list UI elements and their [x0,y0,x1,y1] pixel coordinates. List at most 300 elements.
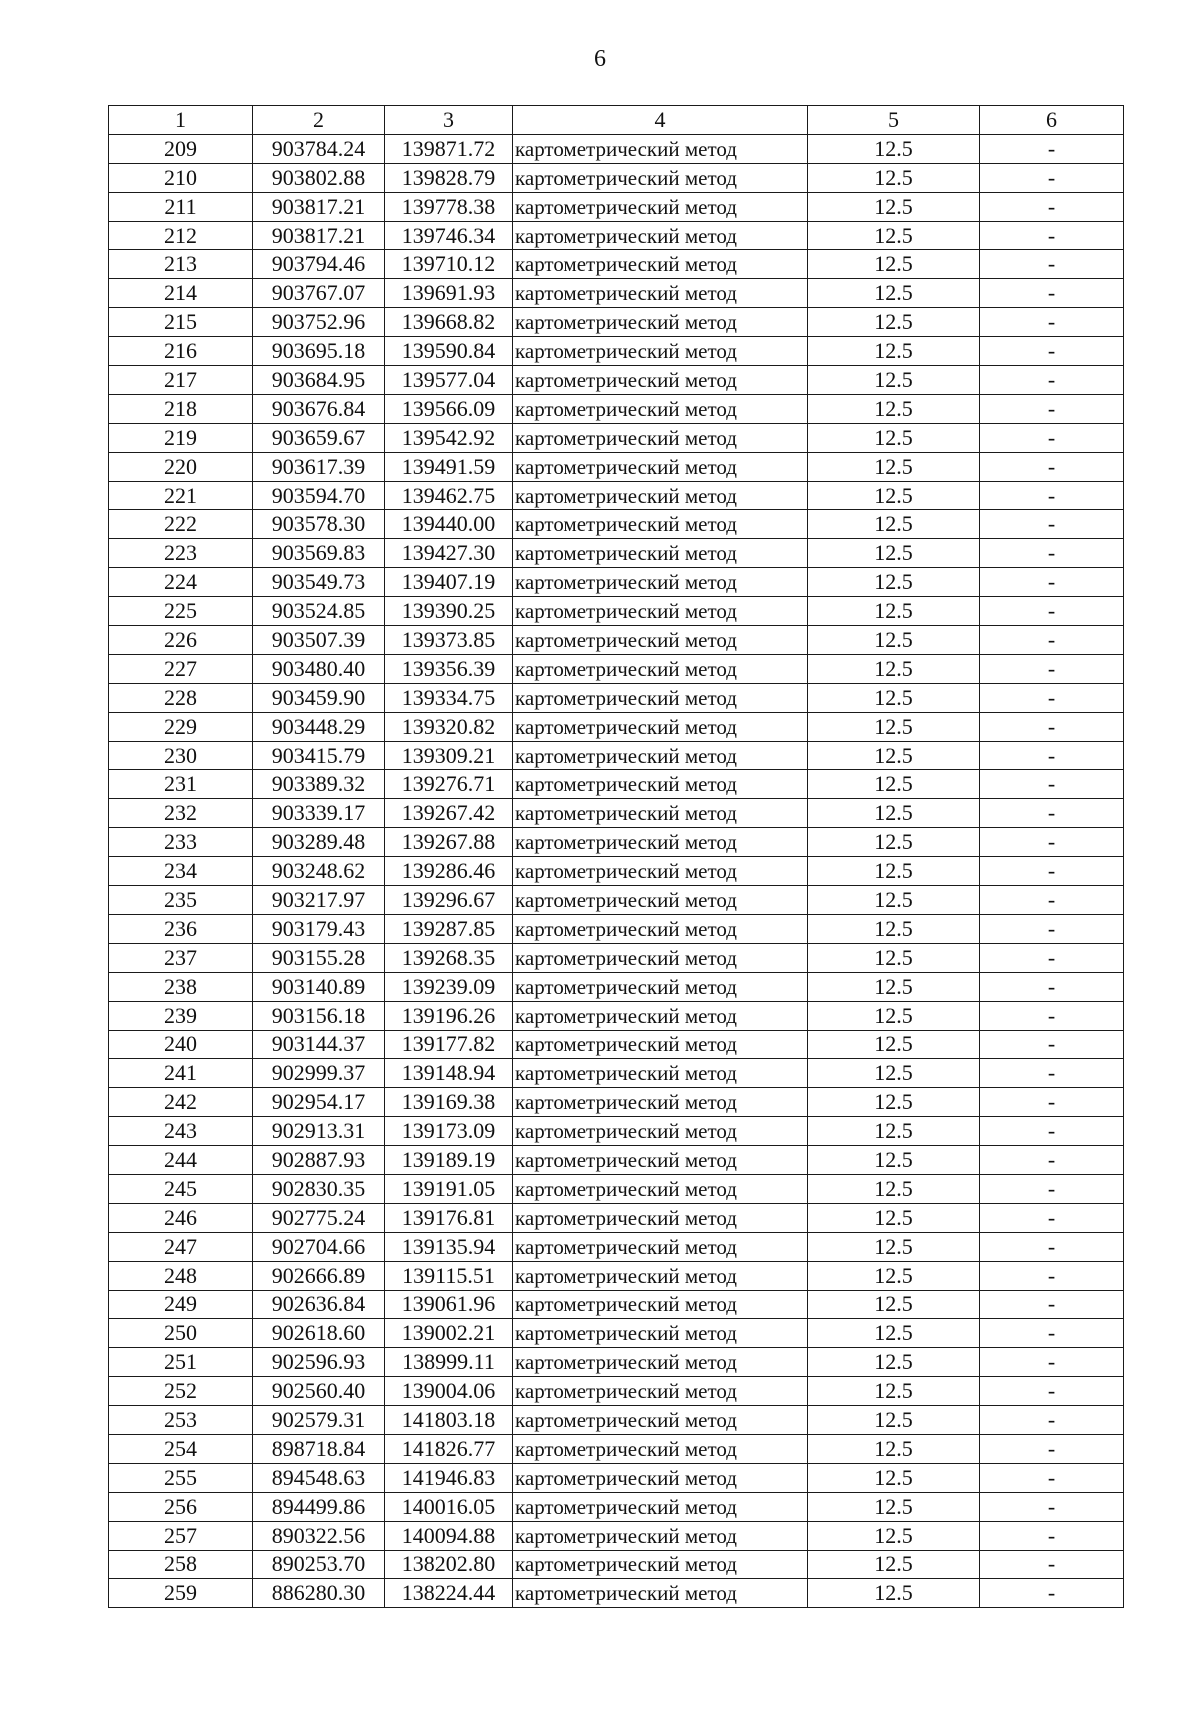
y-coordinate-cell: 139286.46 [385,857,513,886]
method-cell: картометрический метод [513,134,808,163]
x-coordinate-cell: 903156.18 [253,1001,385,1030]
table-row [109,250,1124,279]
table-row [109,337,1124,366]
method-cell: картометрический метод [513,1492,808,1521]
column-header: 6 [980,106,1124,135]
note-cell: - [980,221,1124,250]
table-row [109,1406,1124,1435]
accuracy-cell: 12.5 [808,510,980,539]
x-coordinate-cell: 894548.63 [253,1463,385,1492]
table-row [109,857,1124,886]
note-cell: - [980,481,1124,510]
y-coordinate-cell: 139566.09 [385,394,513,423]
y-coordinate-cell: 139191.05 [385,1174,513,1203]
y-coordinate-cell: 139276.71 [385,770,513,799]
accuracy-cell: 12.5 [808,1203,980,1232]
method-cell: картометрический метод [513,1319,808,1348]
y-coordinate-cell: 138999.11 [385,1348,513,1377]
point-number-cell: 244 [109,1146,253,1175]
note-cell: - [980,683,1124,712]
y-coordinate-cell: 139828.79 [385,163,513,192]
x-coordinate-cell: 903549.73 [253,568,385,597]
method-cell: картометрический метод [513,654,808,683]
point-number-cell: 227 [109,654,253,683]
accuracy-cell: 12.5 [808,481,980,510]
note-cell: - [980,1232,1124,1261]
note-cell: - [980,1059,1124,1088]
y-coordinate-cell: 139169.38 [385,1088,513,1117]
table-row [109,1290,1124,1319]
accuracy-cell: 12.5 [808,770,980,799]
accuracy-cell: 12.5 [808,1001,980,1030]
table-row [109,192,1124,221]
note-cell: - [980,366,1124,395]
y-coordinate-cell: 139176.81 [385,1203,513,1232]
accuracy-cell: 12.5 [808,308,980,337]
point-number-cell: 259 [109,1579,253,1608]
table-row [109,1030,1124,1059]
accuracy-cell: 12.5 [808,1550,980,1579]
y-coordinate-cell: 140016.05 [385,1492,513,1521]
method-cell: картометрический метод [513,221,808,250]
accuracy-cell: 12.5 [808,1319,980,1348]
accuracy-cell: 12.5 [808,1030,980,1059]
method-cell: картометрический метод [513,1117,808,1146]
column-header: 5 [808,106,980,135]
method-cell: картометрический метод [513,510,808,539]
point-number-cell: 228 [109,683,253,712]
y-coordinate-cell: 139778.38 [385,192,513,221]
accuracy-cell: 12.5 [808,857,980,886]
note-cell: - [980,1492,1124,1521]
point-number-cell: 222 [109,510,253,539]
point-number-cell: 245 [109,1174,253,1203]
x-coordinate-cell: 903569.83 [253,539,385,568]
y-coordinate-cell: 139691.93 [385,279,513,308]
x-coordinate-cell: 898718.84 [253,1434,385,1463]
table-row [109,799,1124,828]
coordinates-table [108,105,1124,1608]
table-row [109,1117,1124,1146]
point-number-cell: 214 [109,279,253,308]
point-number-cell: 243 [109,1117,253,1146]
x-coordinate-cell: 902887.93 [253,1146,385,1175]
y-coordinate-cell: 139268.35 [385,943,513,972]
note-cell: - [980,163,1124,192]
point-number-cell: 220 [109,452,253,481]
method-cell: картометрический метод [513,423,808,452]
method-cell: картометрический метод [513,1088,808,1117]
note-cell: - [980,943,1124,972]
y-coordinate-cell: 139287.85 [385,914,513,943]
column-header: 4 [513,106,808,135]
note-cell: - [980,597,1124,626]
point-number-cell: 210 [109,163,253,192]
accuracy-cell: 12.5 [808,799,980,828]
point-number-cell: 226 [109,626,253,655]
method-cell: картометрический метод [513,1579,808,1608]
accuracy-cell: 12.5 [808,452,980,481]
point-number-cell: 215 [109,308,253,337]
table-row [109,279,1124,308]
point-number-cell: 253 [109,1406,253,1435]
point-number-cell: 219 [109,423,253,452]
point-number-cell: 230 [109,741,253,770]
header-row [109,106,1124,135]
table-row [109,539,1124,568]
accuracy-cell: 12.5 [808,221,980,250]
point-number-cell: 240 [109,1030,253,1059]
accuracy-cell: 12.5 [808,886,980,915]
accuracy-cell: 12.5 [808,1463,980,1492]
y-coordinate-cell: 139440.00 [385,510,513,539]
accuracy-cell: 12.5 [808,654,980,683]
x-coordinate-cell: 903578.30 [253,510,385,539]
y-coordinate-cell: 139177.82 [385,1030,513,1059]
note-cell: - [980,1001,1124,1030]
x-coordinate-cell: 902579.31 [253,1406,385,1435]
method-cell: картометрический метод [513,1348,808,1377]
x-coordinate-cell: 886280.30 [253,1579,385,1608]
point-number-cell: 238 [109,972,253,1001]
accuracy-cell: 12.5 [808,1261,980,1290]
x-coordinate-cell: 902596.93 [253,1348,385,1377]
x-coordinate-cell: 902999.37 [253,1059,385,1088]
accuracy-cell: 12.5 [808,1492,980,1521]
x-coordinate-cell: 894499.86 [253,1492,385,1521]
table-row [109,770,1124,799]
y-coordinate-cell: 139320.82 [385,712,513,741]
note-cell: - [980,308,1124,337]
note-cell: - [980,539,1124,568]
point-number-cell: 211 [109,192,253,221]
note-cell: - [980,799,1124,828]
table-row [109,1232,1124,1261]
x-coordinate-cell: 903389.32 [253,770,385,799]
table-row [109,1001,1124,1030]
y-coordinate-cell: 139002.21 [385,1319,513,1348]
x-coordinate-cell: 903217.97 [253,886,385,915]
table-row [109,712,1124,741]
method-cell: картометрический метод [513,568,808,597]
method-cell: картометрический метод [513,741,808,770]
note-cell: - [980,828,1124,857]
table-row [109,1319,1124,1348]
method-cell: картометрический метод [513,481,808,510]
table-row [109,1550,1124,1579]
table-row [109,221,1124,250]
point-number-cell: 232 [109,799,253,828]
note-cell: - [980,1521,1124,1550]
point-number-cell: 236 [109,914,253,943]
note-cell: - [980,510,1124,539]
table-row [109,394,1124,423]
x-coordinate-cell: 903594.70 [253,481,385,510]
method-cell: картометрический метод [513,1030,808,1059]
x-coordinate-cell: 903695.18 [253,337,385,366]
y-coordinate-cell: 139407.19 [385,568,513,597]
point-number-cell: 231 [109,770,253,799]
point-number-cell: 213 [109,250,253,279]
table-body [109,134,1124,1607]
point-number-cell: 249 [109,1290,253,1319]
table-row [109,1146,1124,1175]
accuracy-cell: 12.5 [808,192,980,221]
note-cell: - [980,337,1124,366]
y-coordinate-cell: 138224.44 [385,1579,513,1608]
table-row [109,741,1124,770]
x-coordinate-cell: 902954.17 [253,1088,385,1117]
y-coordinate-cell: 139115.51 [385,1261,513,1290]
y-coordinate-cell: 141946.83 [385,1463,513,1492]
point-number-cell: 221 [109,481,253,510]
accuracy-cell: 12.5 [808,943,980,972]
y-coordinate-cell: 141803.18 [385,1406,513,1435]
y-coordinate-cell: 139491.59 [385,452,513,481]
accuracy-cell: 12.5 [808,1348,980,1377]
accuracy-cell: 12.5 [808,1521,980,1550]
y-coordinate-cell: 139871.72 [385,134,513,163]
y-coordinate-cell: 139668.82 [385,308,513,337]
note-cell: - [980,1261,1124,1290]
method-cell: картометрический метод [513,1550,808,1579]
note-cell: - [980,1174,1124,1203]
note-cell: - [980,1550,1124,1579]
table-row [109,1261,1124,1290]
table-row [109,163,1124,192]
x-coordinate-cell: 902913.31 [253,1117,385,1146]
accuracy-cell: 12.5 [808,134,980,163]
accuracy-cell: 12.5 [808,1579,980,1608]
note-cell: - [980,654,1124,683]
accuracy-cell: 12.5 [808,279,980,308]
table-row [109,972,1124,1001]
x-coordinate-cell: 903659.67 [253,423,385,452]
y-coordinate-cell: 139390.25 [385,597,513,626]
y-coordinate-cell: 139462.75 [385,481,513,510]
accuracy-cell: 12.5 [808,972,980,1001]
accuracy-cell: 12.5 [808,1290,980,1319]
point-number-cell: 235 [109,886,253,915]
note-cell: - [980,1377,1124,1406]
y-coordinate-cell: 140094.88 [385,1521,513,1550]
note-cell: - [980,1146,1124,1175]
note-cell: - [980,1579,1124,1608]
method-cell: картометрический метод [513,1290,808,1319]
table-row [109,654,1124,683]
x-coordinate-cell: 903617.39 [253,452,385,481]
method-cell: картометрический метод [513,539,808,568]
x-coordinate-cell: 903784.24 [253,134,385,163]
point-number-cell: 252 [109,1377,253,1406]
method-cell: картометрический метод [513,1203,808,1232]
y-coordinate-cell: 139135.94 [385,1232,513,1261]
accuracy-cell: 12.5 [808,1174,980,1203]
point-number-cell: 248 [109,1261,253,1290]
y-coordinate-cell: 139542.92 [385,423,513,452]
y-coordinate-cell: 139267.88 [385,828,513,857]
table-row [109,423,1124,452]
y-coordinate-cell: 139189.19 [385,1146,513,1175]
point-number-cell: 225 [109,597,253,626]
accuracy-cell: 12.5 [808,1059,980,1088]
note-cell: - [980,1348,1124,1377]
point-number-cell: 254 [109,1434,253,1463]
column-header: 1 [109,106,253,135]
point-number-cell: 239 [109,1001,253,1030]
method-cell: картометрический метод [513,799,808,828]
method-cell: картометрический метод [513,683,808,712]
table-row [109,1348,1124,1377]
note-cell: - [980,279,1124,308]
y-coordinate-cell: 139296.67 [385,886,513,915]
y-coordinate-cell: 139173.09 [385,1117,513,1146]
accuracy-cell: 12.5 [808,1377,980,1406]
method-cell: картометрический метод [513,337,808,366]
note-cell: - [980,770,1124,799]
x-coordinate-cell: 903752.96 [253,308,385,337]
x-coordinate-cell: 902775.24 [253,1203,385,1232]
accuracy-cell: 12.5 [808,163,980,192]
x-coordinate-cell: 903179.43 [253,914,385,943]
note-cell: - [980,741,1124,770]
note-cell: - [980,886,1124,915]
x-coordinate-cell: 903339.17 [253,799,385,828]
point-number-cell: 217 [109,366,253,395]
y-coordinate-cell: 139239.09 [385,972,513,1001]
note-cell: - [980,568,1124,597]
x-coordinate-cell: 903507.39 [253,626,385,655]
table-row [109,828,1124,857]
y-coordinate-cell: 139267.42 [385,799,513,828]
point-number-cell: 256 [109,1492,253,1521]
method-cell: картометрический метод [513,366,808,395]
x-coordinate-cell: 903802.88 [253,163,385,192]
accuracy-cell: 12.5 [808,683,980,712]
method-cell: картометрический метод [513,972,808,1001]
x-coordinate-cell: 903480.40 [253,654,385,683]
note-cell: - [980,626,1124,655]
method-cell: картометрический метод [513,712,808,741]
point-number-cell: 237 [109,943,253,972]
method-cell: картометрический метод [513,1377,808,1406]
method-cell: картометрический метод [513,192,808,221]
accuracy-cell: 12.5 [808,1434,980,1463]
point-number-cell: 216 [109,337,253,366]
method-cell: картометрический метод [513,1434,808,1463]
table-row [109,597,1124,626]
accuracy-cell: 12.5 [808,914,980,943]
page-number: 6 [594,46,606,72]
method-cell: картометрический метод [513,857,808,886]
x-coordinate-cell: 903684.95 [253,366,385,395]
point-number-cell: 255 [109,1463,253,1492]
accuracy-cell: 12.5 [808,539,980,568]
note-cell: - [980,1434,1124,1463]
x-coordinate-cell: 890322.56 [253,1521,385,1550]
point-number-cell: 258 [109,1550,253,1579]
accuracy-cell: 12.5 [808,337,980,366]
point-number-cell: 234 [109,857,253,886]
point-number-cell: 223 [109,539,253,568]
y-coordinate-cell: 139746.34 [385,221,513,250]
method-cell: картометрический метод [513,943,808,972]
method-cell: картометрический метод [513,1232,808,1261]
note-cell: - [980,394,1124,423]
table-row [109,1377,1124,1406]
point-number-cell: 209 [109,134,253,163]
x-coordinate-cell: 903794.46 [253,250,385,279]
accuracy-cell: 12.5 [808,366,980,395]
method-cell: картометрический метод [513,279,808,308]
table-row [109,683,1124,712]
x-coordinate-cell: 903289.48 [253,828,385,857]
table-row [109,943,1124,972]
x-coordinate-cell: 902830.35 [253,1174,385,1203]
x-coordinate-cell: 903767.07 [253,279,385,308]
method-cell: картометрический метод [513,1001,808,1030]
x-coordinate-cell: 903817.21 [253,221,385,250]
note-cell: - [980,972,1124,1001]
y-coordinate-cell: 139196.26 [385,1001,513,1030]
point-number-cell: 247 [109,1232,253,1261]
point-number-cell: 250 [109,1319,253,1348]
y-coordinate-cell: 139061.96 [385,1290,513,1319]
method-cell: картометрический метод [513,1406,808,1435]
note-cell: - [980,712,1124,741]
method-cell: картометрический метод [513,626,808,655]
point-number-cell: 251 [109,1348,253,1377]
y-coordinate-cell: 139373.85 [385,626,513,655]
x-coordinate-cell: 903140.89 [253,972,385,1001]
method-cell: картометрический метод [513,1463,808,1492]
note-cell: - [980,1203,1124,1232]
table-row [109,1174,1124,1203]
y-coordinate-cell: 139427.30 [385,539,513,568]
accuracy-cell: 12.5 [808,1232,980,1261]
x-coordinate-cell: 902704.66 [253,1232,385,1261]
point-number-cell: 212 [109,221,253,250]
method-cell: картометрический метод [513,914,808,943]
table-row [109,366,1124,395]
table-row [109,510,1124,539]
x-coordinate-cell: 902618.60 [253,1319,385,1348]
y-coordinate-cell: 139356.39 [385,654,513,683]
method-cell: картометрический метод [513,1521,808,1550]
x-coordinate-cell: 902666.89 [253,1261,385,1290]
note-cell: - [980,250,1124,279]
method-cell: картометрический метод [513,597,808,626]
table-row [109,1203,1124,1232]
y-coordinate-cell: 139004.06 [385,1377,513,1406]
note-cell: - [980,1406,1124,1435]
y-coordinate-cell: 141826.77 [385,1434,513,1463]
table-row [109,568,1124,597]
y-coordinate-cell: 139710.12 [385,250,513,279]
x-coordinate-cell: 903459.90 [253,683,385,712]
accuracy-cell: 12.5 [808,568,980,597]
note-cell: - [980,1030,1124,1059]
table-row [109,308,1124,337]
note-cell: - [980,134,1124,163]
table-row [109,1492,1124,1521]
accuracy-cell: 12.5 [808,1406,980,1435]
column-header: 2 [253,106,385,135]
point-number-cell: 242 [109,1088,253,1117]
y-coordinate-cell: 139309.21 [385,741,513,770]
x-coordinate-cell: 902560.40 [253,1377,385,1406]
x-coordinate-cell: 903817.21 [253,192,385,221]
